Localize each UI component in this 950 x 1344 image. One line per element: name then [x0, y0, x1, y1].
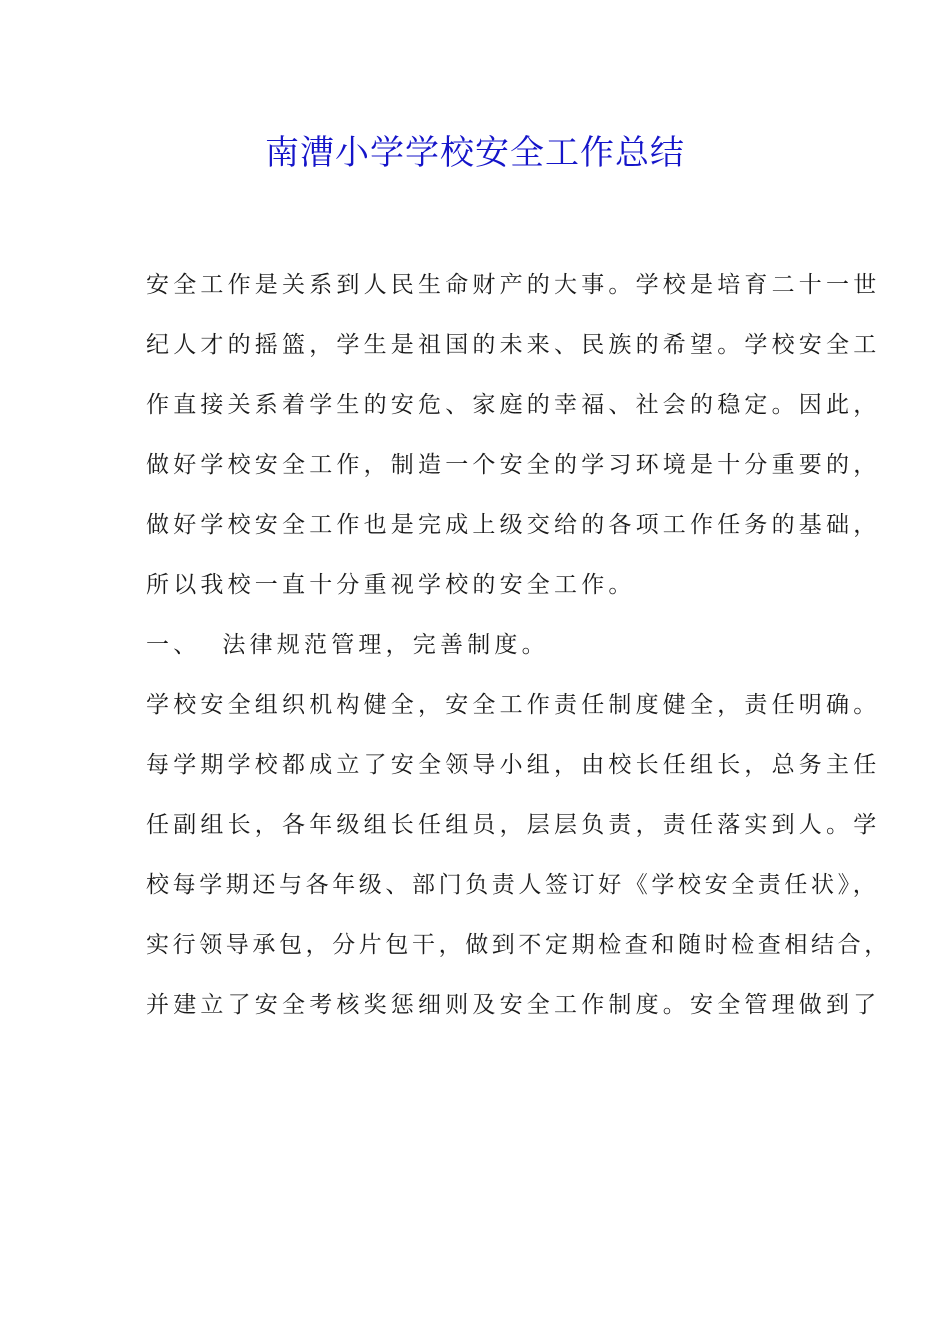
paragraph-line: 作直接关系着学生的安危、家庭的幸福、社会的稳定。因此， — [146, 392, 881, 418]
paragraph-line: 每学期学校都成立了安全领导小组，由校长任组长，总务主任 — [146, 752, 881, 778]
paragraph-line: 实行领导承包，分片包干，做到不定期检查和随时检查相结合， — [146, 932, 891, 958]
paragraph-line: 学校安全组织机构健全，安全工作责任制度健全，责任明确。 — [146, 692, 881, 718]
document-body — [146, 255, 891, 1035]
paragraph-line: 校每学期还与各年级、部门负责人签订好《学校安全责任状》， — [146, 872, 880, 898]
section-heading-text: 法律规范管理，完善制度。 — [222, 632, 549, 658]
document-title: 南漕小学学校安全工作总结 — [265, 133, 685, 173]
paragraph-line: 任副组长，各年级组长任组员，层层负责，责任落实到人。学 — [146, 812, 881, 838]
paragraph-line: 并建立了安全考核奖惩细则及安全工作制度。安全管理做到了 — [146, 992, 881, 1018]
paragraph-line: 所以我校一直十分重视学校的安全工作。 — [146, 572, 636, 598]
paragraph-line: 做好学校安全工作也是完成上级交给的各项工作任务的基础， — [146, 512, 881, 538]
section-number: 一、 — [146, 632, 201, 658]
section-heading — [146, 615, 836, 675]
paragraph-line: 纪人才的摇篮，学生是祖国的未来、民族的希望。学校安全工 — [146, 332, 881, 358]
paragraph-line: 安全工作是关系到人民生命财产的大事。学校是培育二十一世 — [146, 272, 881, 298]
paragraph-line: 做好学校安全工作，制造一个安全的学习环境是十分重要的， — [146, 452, 881, 478]
